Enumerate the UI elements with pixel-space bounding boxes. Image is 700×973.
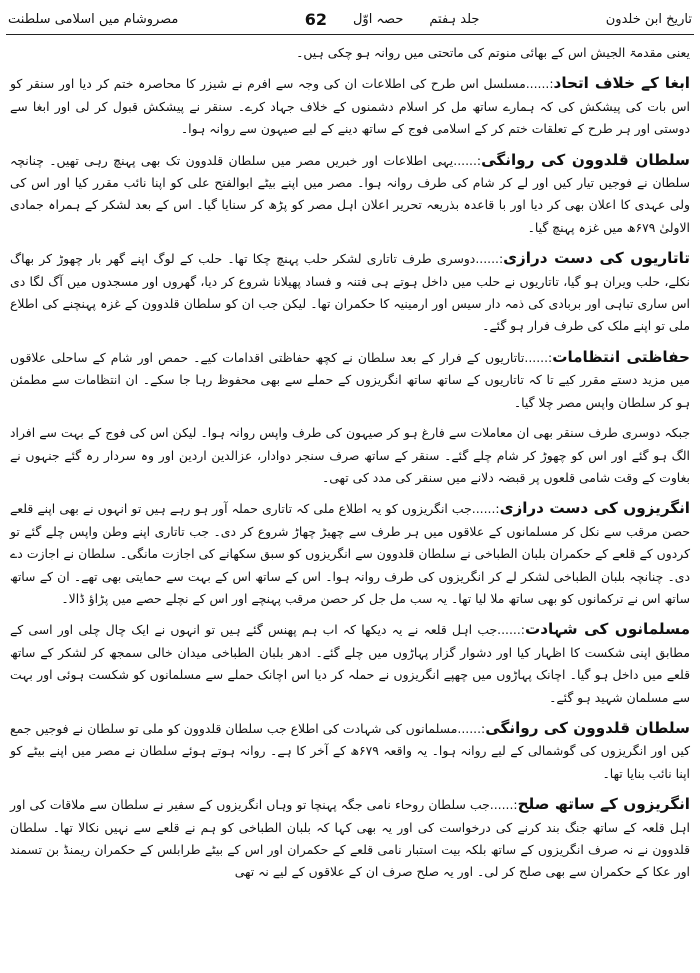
part-label: حصہ اوّل: [352, 11, 404, 27]
paragraph-text: تاتاریوں کے فرار کے بعد سلطان نے کچھ حفاظتی اقدامات کیے۔ حمص اور شام کے ساحلی علاقوں میں مزید دستے مقرر کیے تا کہ تاتاریوں کے ساتھ ساتھ انگریزوں کے حملے سے بھی محفوظ رہا جا سکے۔ ان انتظامات سے مطمئن ہو کر سلطان واپس مصر چلا گیا۔: [10, 349, 690, 410]
paragraph: [10, 422, 690, 489]
paragraph: انگریزوں کے ساتھ صلح:......جب سلطان روحاء نامی جگہ پہنچا تو وہاں انگریزوں کے سفیر نے سلطان سے ملاقات کی اور اہل قلعہ کے ساتھ جنگ بند کرنے کی درخواست کی اور یہ بھی کہا کہ بلبان الطباخی کو ہم نے قلعے سے نہیں نکالا تھا۔ سلطان قلدوون نے نہ صرف انگریزوں کے ساتھ بلکہ بیت استبار نامی قلعے کے حکمران اور اس کے بیٹے طرابلس کے حکمران ریمنڈ بن تسمند اور عکا کے حکمران سے بھی صلح کر لی۔ اور یہ صلح صرف ان کے علاقوں کے لیے نہ تھی: [10, 795, 690, 880]
header-center: [305, 10, 480, 29]
paragraph-heading: انگریزوں کی دست درازی: [499, 499, 691, 518]
paragraph: سلطان قلدوون کی روانگی:......مسلمانوں کی شہادت کی اطلاع جب سلطان قلدوون کو ملی تو سلطان نے فوجیں جمع کیں اور انگریزوں کی گوشمالی کے لیے روانہ ہوا۔ یہ واقعہ ۶۷۹ھ کے آخر کا ہے۔ روانہ ہوتے ہوئے سلطان نے مصر میں اپنے بیٹے کو اپنا نائب بنایا تھا۔: [10, 718, 690, 781]
paragraph: تاتاریوں کی دست درازی:......دوسری طرف تاتاری لشکر حلب پہنچ چکا تھا۔ حلب کے لوگ اپنے گھر بار چھوڑ کر بھاگ نکلے، حلب ویران ہو گیا، تاتاریوں نے حلب میں داخل ہوتے ہی فتنہ و فساد پھیلانا شروع کر دیا، گھروں اور مسجدوں میں آگ لگا دی اس ساری تباہی اور بربادی کی ذمہ دار سیس اور ارمینیہ کا حکمران تھا۔ لیکن جب ان کو سلطان قلدوون کے غزہ پہنچنے کی اطلاع ملی تو اپنے ملک کی طرف فرار ہو گئے۔: [10, 249, 690, 334]
paragraph: [10, 42, 690, 64]
paragraph: حفاظتی انتظامات:......تاتاریوں کے فرار کے بعد سلطان نے کچھ حفاظتی اقدامات کیے۔ حمص اور شام کے ساحلی علاقوں میں مزید دستے مقرر کیے تا کہ تاتاریوں کے ساتھ ساتھ انگریزوں کے حملے سے بھی محفوظ رہا جا سکے۔ ان انتظامات سے مطمئن ہو کر سلطان واپس مصر چلا گیا۔: [10, 347, 690, 410]
chapter-title: مصروشام میں اسلامی سلطنت: [8, 11, 179, 27]
paragraph-text: یعنی مقدمۃ الجیش اس کے بھائی منوتم کی ماتحتی میں روانہ ہو چکی ہیں۔: [296, 45, 690, 60]
paragraph-heading: انگریزوں کے ساتھ صلح: [517, 795, 690, 814]
paragraph-text: دوسری طرف تاتاری لشکر حلب پہنچ چکا تھا۔ حلب کے لوگ اپنے گھر بار چھوڑ کر بھاگ نکلے، حلب ویران ہو گیا، تاتاریوں نے حلب میں داخل ہوتے ہی فتنہ و فساد پھیلانا شروع کر دیا، گھروں اور مسجدوں میں آگ لگا دی اس ساری تباہی اور بربادی کی ذمہ دار سیس اور ارمینیہ کا حکمران تھا۔ لیکن جب ان کو سلطان قلدوون کے غزہ پہنچنے کی اطلاع ملی تو اپنے ملک کی طرف فرار ہو گئے۔: [10, 251, 690, 334]
paragraph-heading: تاتاریوں کی دست درازی: [503, 249, 690, 268]
paragraph: ابغا کے خلاف اتحاد:......مسلسل اس طرح کی اطلاعات ان کی وجہ سے افرم نے شیزر کا محاصرہ ختم کر دیا اور سنقر کو اس بات کی پیشکش کی کہ ہمارے ساتھ مل کر اسلام دشمنوں کے خلاف جہاد کرے۔ سنقر نے پیشکش قبول کر لی اور ابغا سے دوستی اور ہر طرح کے تعلقات ختم کر کے اسلامی فوج کے ساتھ دینے کے لیے صیہون سے روانہ ہوا۔: [10, 74, 690, 137]
paragraph-heading: مسلمانوں کی شہادت: [524, 620, 690, 639]
paragraph-text: یہی اطلاعات اور خبریں مصر میں سلطان قلدوون تک بھی پہنچ رہی تھیں۔ چنانچہ سلطان نے فوجیں تیار کیں اور لے کر شام کی طرف روانہ ہوا۔ مصر میں اپنے بیٹے ابوالفتح علی کو اپنا نائب مقرر کیا اور اس کی ولی عہدی کا اعلان بھی کر دیا اور با قاعدہ بذریعہ تحریر اعلان اہل مصر کو پڑھ کر سنایا گیا۔ اس کے بعد لشکر کے ہمراہ جمادی الاولیٰ ۶۷۹ھ میں غزہ پہنچ گیا۔: [10, 152, 690, 235]
paragraph-heading: حفاظتی انتظامات: [552, 347, 690, 366]
volume-label: جلد ہفتم: [429, 11, 480, 27]
paragraph-heading: ابغا کے خلاف اتحاد: [553, 74, 690, 93]
paragraph: سلطان قلدوون کی روانگی:......یہی اطلاعات اور خبریں مصر میں سلطان قلدوون تک بھی پہنچ رہی تھیں۔ چنانچہ سلطان نے فوجیں تیار کیں اور لے کر شام کی طرف روانہ ہوا۔ مصر میں اپنے بیٹے ابوالفتح علی کو اپنا نائب مقرر کیا اور اس کی ولی عہدی کا اعلان بھی کر دیا اور با قاعدہ بذریعہ تحریر اعلان اہل مصر کو پڑھ کر سنایا گیا۔ اس کے بعد لشکر کے ہمراہ جمادی الاولیٰ ۶۷۹ھ میں غزہ پہنچ گیا۔: [10, 150, 690, 235]
paragraph-text: مسلمانوں کی شہادت کی اطلاع جب سلطان قلدوون کو ملی تو سلطان نے فوجیں جمع کیں اور انگریزوں کی گوشمالی کے لیے روانہ ہوا۔ یہ واقعہ ۶۷۹ھ کے آخر کا ہے۔ روانہ ہوتے ہوئے سلطان نے مصر میں اپنے بیٹے کو اپنا نائب بنایا تھا۔: [10, 720, 690, 781]
book-title: تاریخ ابن خلدون: [605, 11, 692, 27]
page-number: 62: [304, 9, 327, 29]
paragraph-heading: سلطان قلدوون کی روانگی: [481, 150, 690, 169]
paragraph: انگریزوں کی دست درازی:......جب انگریزوں کو یہ اطلاع ملی کہ تاتاری حملہ آور ہو رہے ہیں تو انہوں نے بھی اپنے قلعے حصن مرقب سے نکل کر مسلمانوں کے علاقوں میں ہر طرف سے چھیڑ چھاڑ شروع کر دی۔ جب تاتاری اپنے وطن واپس چلے گئے تو کردوں کے قلعے کے حکمران بلبان الطباخی نے سلطان قلدوون سے انگریزوں کو سبق سکھانے کی اجازت مانگی۔ سلطان نے اجازت دے دی۔ چنانچہ بلبان الطباخی لشکر لے کر انگریزوں کی طرف روانہ ہوا۔ اس کے ساتھ اس کے بہت سے حمایتی بھی تھے۔ ان کے ساتھ ساتھ اس نے ترکمانوں کو بھی ساتھ ملا لیا تھا۔ یہ سب مل جل کر حصن مرقب پہنچے اور اس کے نچلے حصے میں پڑاؤ ڈالا۔: [10, 499, 691, 606]
page-header: [8, 6, 692, 32]
paragraph-text: مسلسل اس طرح کی اطلاعات ان کی وجہ سے افرم نے شیزر کا محاصرہ ختم کر دیا اور سنقر کو اس بات کی پیشکش کی کہ ہمارے ساتھ مل کر اسلام دشمنوں کے خلاف جہاد کرے۔ سنقر نے پیشکش قبول کر لی اور ابغا سے دوستی اور ہر طرح کے تعلقات ختم کر کے اسلامی فوج کے ساتھ دینے کے لیے صیہون سے روانہ ہوا۔: [10, 76, 690, 137]
paragraph-text: جب انگریزوں کو یہ اطلاع ملی کہ تاتاری حملہ آور ہو رہے ہیں تو انہوں نے بھی اپنے قلعے حصن مرقب سے نکل کر مسلمانوں کے علاقوں میں ہر طرف سے چھیڑ چھاڑ شروع کر دی۔ جب تاتاری اپنے وطن واپس چلے گئے تو کردوں کے قلعے کے حکمران بلبان الطباخی نے سلطان قلدوون سے انگریزوں کو سبق سکھانے کی اجازت مانگی۔ سلطان نے اجازت دے دی۔ چنانچہ بلبان الطباخی لشکر لے کر انگریزوں کی طرف روانہ ہوا۔ اس کے ساتھ اس کے بہت سے حمایتی بھی تھے۔ ان کے ساتھ ساتھ اس نے ترکمانوں کو بھی ساتھ ملا لیا تھا۔ یہ سب مل جل کر حصن مرقب پہنچے اور اس کے نچلے حصے میں پڑاؤ ڈالا۔: [10, 501, 690, 606]
paragraph-text: جبکہ دوسری طرف سنقر بھی ان معاملات سے فارغ ہو کر صیہون کی طرف واپس روانہ ہوا۔ لیکن اس کی فوج کے بہت سے افراد الگ ہو گئے اور اس کو چھوڑ کر شام چلے گئے۔ سنقر کے ساتھ صرف سنجر دوادار، عزالدین اردین اور وہ سردار رہ گئے جنہوں نے بغاوت کے وقت شامی قلعوں پر قبضہ دلانے میں سنقر کی مدد کی تھی۔: [10, 425, 690, 485]
header-divider: [6, 34, 694, 35]
paragraph-heading: سلطان قلدوون کی روانگی: [485, 718, 690, 737]
paragraph-text: جب اہل قلعہ نے یہ دیکھا کہ اب ہم پھنس گئے ہیں تو انہوں نے ایک چال چلی اور اسی کے مطابق اپنی شکست کا اظہار کیا اور دشوار گزار پہاڑوں میں چلے گئے۔ ادھر بلبان الطباخی میدان خالی سمجھ کر لشکر کے ساتھ قلعے میں داخل ہو گیا۔ اچانک پہاڑوں میں چھپے انگریزوں نے حملہ کر دیا اس اچانک حملے سے مسلمانوں کو شکست ہوئی اور بہت سے مسلمان شہید ہو گئے۔: [10, 622, 690, 705]
paragraph-text: جب سلطان روحاء نامی جگہ پہنچا تو وہاں انگریزوں کے سفیر نے سلطان سے ملاقات کی اور اہل قلعہ کے ساتھ جنگ بند کرنے کی درخواست کی اور یہ بھی کہا کہ بلبان الطباخی کو ہم نے قلعے سے نہیں نکالا تھا۔ سلطان قلدوون نے نہ صرف انگریزوں کے ساتھ بلکہ بیت استبار نامی قلعے کے حکمران اور اس کے بیٹے طرابلس کے حکمران ریمنڈ بن تسمند اور عکا کے حکمران سے بھی صلح کر لی۔ اور یہ صلح صرف ان کے علاقوں کے لیے نہ تھی: [10, 797, 690, 880]
page-body: [10, 42, 690, 967]
paragraph: مسلمانوں کی شہادت:......جب اہل قلعہ نے یہ دیکھا کہ اب ہم پھنس گئے ہیں تو انہوں نے ایک چال چلی اور اسی کے مطابق اپنی شکست کا اظہار کیا اور دشوار گزار پہاڑوں میں چلے گئے۔ ادھر بلبان الطباخی میدان خالی سمجھ کر لشکر کے ساتھ قلعے میں داخل ہو گیا۔ اچانک پہاڑوں میں چھپے انگریزوں نے حملہ کر دیا اس اچانک حملے سے مسلمانوں کو شکست ہوئی اور بہت سے مسلمان شہید ہو گئے۔: [10, 620, 690, 705]
